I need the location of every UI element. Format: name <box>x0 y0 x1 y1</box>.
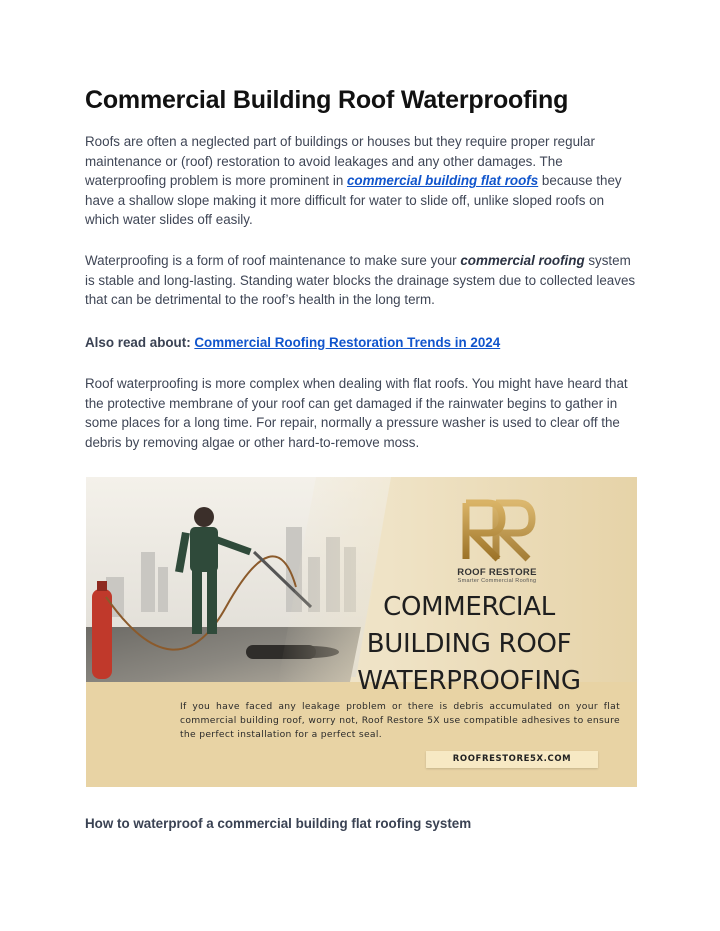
paragraph-maintenance <box>85 251 637 310</box>
logo-brand: ROOF RESTORE <box>457 567 537 578</box>
banner-description: If you have faced any leakage problem or there is debris accumulated on your flat commercial building roof, worry not, Roof Restore 5X use compatible adhesives to ensure the perfect installation for a perfect seal. <box>180 701 620 740</box>
commercial-flat-roofs-link[interactable]: commercial building flat roofs <box>346 173 539 189</box>
banner-title-line-1: COMMERCIAL <box>383 592 555 622</box>
article-title: Commercial Building Roof Waterproofing <box>85 86 569 114</box>
also-read-label: Also read about: <box>85 335 195 350</box>
also-read <box>85 333 637 353</box>
banner-title-line-2: BUILDING ROOF <box>366 629 572 659</box>
banner-title-line-3: WATERPROOFING <box>357 666 581 696</box>
paragraph-maintenance-text-2: system is stable and long-lasting. Standing water blocks the drainage system due to collected leaves that can be detrimental to the roof’s health in the long term. <box>85 253 636 308</box>
banner-title <box>319 589 619 700</box>
paragraph-intro-text-2: because they have a shallow slope making it more difficult for water to slide off, unlike sloped roofs on which water slides off easily. <box>85 173 622 228</box>
paragraph-intro <box>85 132 637 230</box>
paragraph-flat-roofs: Roof waterproofing is more complex when dealing with flat roofs. You might have heard that the protective membrane of your roof can get damaged if the rainwater begins to gather in some places for a long time. For repair, normally a pressure washer is used to clear off the debris by removing algae or other hard-to-remove moss. <box>85 376 628 450</box>
restoration-trends-link[interactable]: Commercial Roofing Restoration Trends in 2024 <box>194 335 501 350</box>
banner-image <box>86 477 637 787</box>
logo-tagline: Smarter Commercial Roofing <box>457 578 537 584</box>
paragraph-intro-text-1: Roofs are often a neglected part of buildings or houses but they require proper regular maintenance or (roof) restoration to avoid leakages and any other damages. The waterproofing problem is more prominent in <box>85 134 595 189</box>
banner-website: ROOFRESTORE5X.COM <box>426 751 598 768</box>
section-heading: How to waterproof a commercial building flat roofing system <box>85 816 472 831</box>
roof-restore-logo <box>447 501 547 584</box>
paragraph-maintenance-text-1: Waterproofing is a form of roof maintenance to make sure your <box>85 253 461 268</box>
commercial-roofing-emphasis: commercial roofing <box>460 253 585 268</box>
logo-mark-icon <box>447 501 547 565</box>
